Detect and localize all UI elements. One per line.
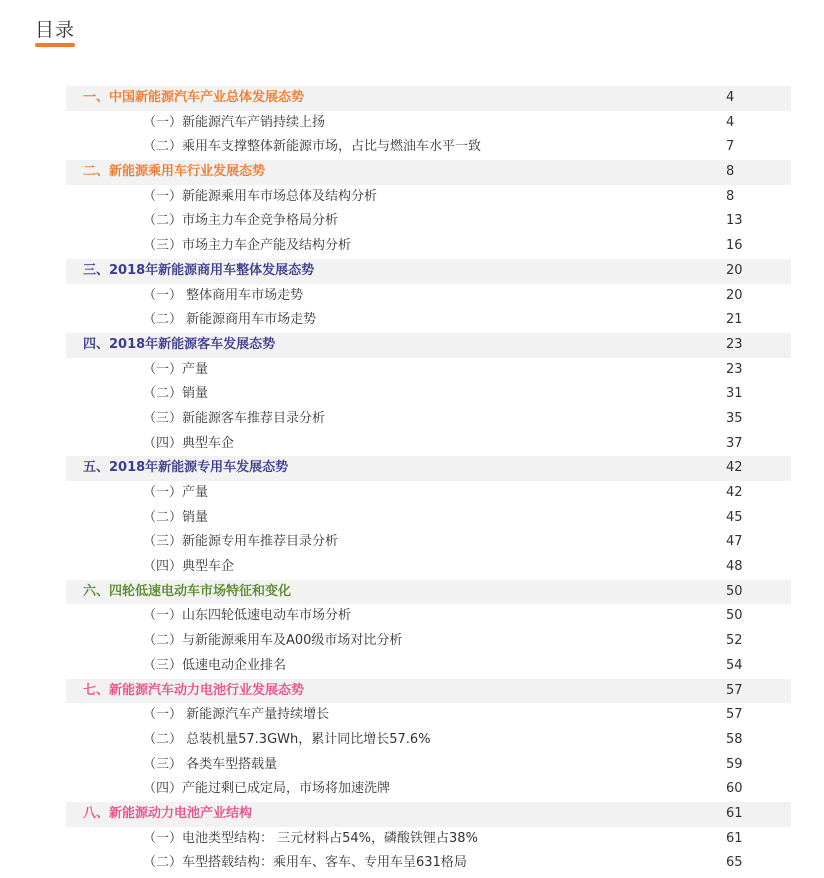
- section-title: （一） 新能源汽车产量持续增长: [143, 707, 330, 723]
- page-number: 23: [726, 361, 743, 377]
- page-number: 45: [726, 509, 743, 525]
- toc-section-row[interactable]: [66, 654, 791, 679]
- page-number: 16: [726, 238, 743, 254]
- toc-chapter-row[interactable]: [66, 456, 791, 481]
- section-title: （一）新能源乘用车市场总体及结构分析: [143, 188, 378, 204]
- section-title: （四）产能过剩已成定局，市场将加速洗牌: [143, 781, 391, 797]
- page-number: 20: [726, 287, 743, 303]
- toc-section-row[interactable]: [66, 506, 791, 531]
- toc-chapter-row[interactable]: [66, 86, 791, 111]
- toc-section-row[interactable]: [66, 555, 791, 580]
- page-number: 57: [726, 707, 743, 723]
- section-title: （二）乘用车支撑整体新能源市场，占比与燃油车水平一致: [143, 139, 482, 155]
- section-title: （一）山东四轮低速电动车市场分析: [143, 608, 352, 624]
- title-underline: [35, 43, 75, 47]
- section-title: （一）产量: [143, 485, 209, 500]
- page-number: 50: [726, 608, 743, 624]
- section-title: （二）销量: [143, 386, 209, 402]
- chapter-title: 一、中国新能源汽车产业总体发展态势: [83, 90, 305, 105]
- toc-section-row[interactable]: [66, 308, 791, 333]
- toc-section-row[interactable]: [66, 703, 791, 728]
- section-title: （一）新能源汽车产销持续上扬: [143, 114, 326, 130]
- toc-section-row[interactable]: [66, 851, 791, 876]
- toc-chapter-row[interactable]: [66, 802, 791, 827]
- toc-section-row[interactable]: [66, 284, 791, 309]
- section-title: （四）典型车企: [143, 435, 235, 451]
- page-number: 42: [726, 460, 743, 476]
- section-title: （三）低速电动企业排名: [143, 657, 287, 673]
- chapter-title: 四、2018年新能源客车发展态势: [83, 336, 276, 352]
- page-number: 54: [726, 657, 743, 673]
- section-title: （三）新能源专用车推荐目录分析: [143, 534, 339, 550]
- section-title: （三）新能源客车推荐目录分析: [143, 410, 326, 426]
- page-number: 8: [726, 164, 735, 180]
- page-number: 13: [726, 213, 743, 229]
- toc-chapter-row[interactable]: [66, 679, 791, 704]
- toc-section-row[interactable]: [66, 234, 791, 259]
- toc-section-row[interactable]: [66, 728, 791, 753]
- toc-section-row[interactable]: [66, 753, 791, 778]
- section-title: （二）车型搭载结构：乘用车、客车、专用车呈631格局: [143, 855, 467, 871]
- page-number: 58: [726, 731, 743, 747]
- section-title: （一） 整体商用车市场走势: [143, 287, 304, 303]
- section-title: （四）典型车企: [143, 559, 235, 575]
- toc-chapter-row[interactable]: [66, 333, 791, 358]
- page-number: 47: [726, 534, 743, 550]
- toc-section-row[interactable]: [66, 407, 791, 432]
- toc-section-row[interactable]: [66, 777, 791, 802]
- page-number: 8: [726, 188, 735, 204]
- page-number: 37: [726, 435, 743, 451]
- chapter-title: 六、四轮低速电动车市场特征和变化: [83, 583, 292, 599]
- toc-header: [35, 18, 75, 47]
- chapter-title: 二、新能源乘用车行业发展态势: [83, 164, 266, 180]
- section-title: （二） 总装机量57.3GWh，累计同比增长57.6%: [143, 731, 431, 747]
- section-title: （二）销量: [143, 509, 209, 525]
- chapter-title: 三、2018年新能源商用车整体发展态势: [83, 262, 315, 278]
- toc-section-row[interactable]: [66, 185, 791, 210]
- page-number: 20: [726, 262, 743, 278]
- page-number: 35: [726, 410, 743, 426]
- section-title: （二）市场主力车企竞争格局分析: [143, 213, 339, 229]
- table-of-contents: [66, 86, 791, 876]
- toc-section-row[interactable]: [66, 432, 791, 457]
- chapter-title: 七、新能源汽车动力电池行业发展态势: [83, 682, 305, 698]
- page-number: 7: [726, 139, 735, 155]
- toc-section-row[interactable]: [66, 111, 791, 136]
- page-number: 65: [726, 855, 743, 871]
- toc-chapter-row[interactable]: [66, 259, 791, 284]
- toc-section-row[interactable]: [66, 604, 791, 629]
- page-number: 21: [726, 312, 743, 328]
- page-number: 4: [726, 90, 735, 105]
- page-number: 42: [726, 485, 743, 500]
- toc-section-row[interactable]: [66, 530, 791, 555]
- page-number: 52: [726, 633, 743, 649]
- chapter-title: 八、新能源动力电池产业结构: [83, 805, 253, 821]
- toc-section-row[interactable]: [66, 209, 791, 234]
- section-title: （二） 新能源商用车市场走势: [143, 312, 317, 328]
- toc-section-row[interactable]: [66, 481, 791, 506]
- page-number: 23: [726, 336, 743, 352]
- page-number: 50: [726, 583, 743, 599]
- page-number: 60: [726, 781, 743, 797]
- page-title: 目录: [35, 19, 76, 41]
- section-title: （一）电池类型结构： 三元材料占54%，磷酸铁锂占38%: [143, 830, 478, 846]
- toc-chapter-row[interactable]: [66, 160, 791, 185]
- page-number: 61: [726, 830, 743, 846]
- page-number: 31: [726, 386, 743, 402]
- page-number: 59: [726, 756, 743, 772]
- page-number: 48: [726, 559, 743, 575]
- page-number: 61: [726, 805, 743, 821]
- toc-chapter-row[interactable]: [66, 580, 791, 605]
- chapter-title: 五、2018年新能源专用车发展态势: [83, 460, 289, 476]
- page-number: 57: [726, 682, 743, 698]
- section-title: （二）与新能源乘用车及A00级市场对比分析: [143, 633, 403, 649]
- toc-section-row[interactable]: [66, 827, 791, 852]
- section-title: （三）市场主力车企产能及结构分析: [143, 238, 352, 254]
- toc-section-row[interactable]: [66, 135, 791, 160]
- section-title: （三） 各类车型搭载量: [143, 756, 278, 772]
- section-title: （一）产量: [143, 361, 209, 377]
- toc-section-row[interactable]: [66, 382, 791, 407]
- toc-section-row[interactable]: [66, 358, 791, 383]
- page-number: 4: [726, 114, 735, 130]
- toc-section-row[interactable]: [66, 629, 791, 654]
